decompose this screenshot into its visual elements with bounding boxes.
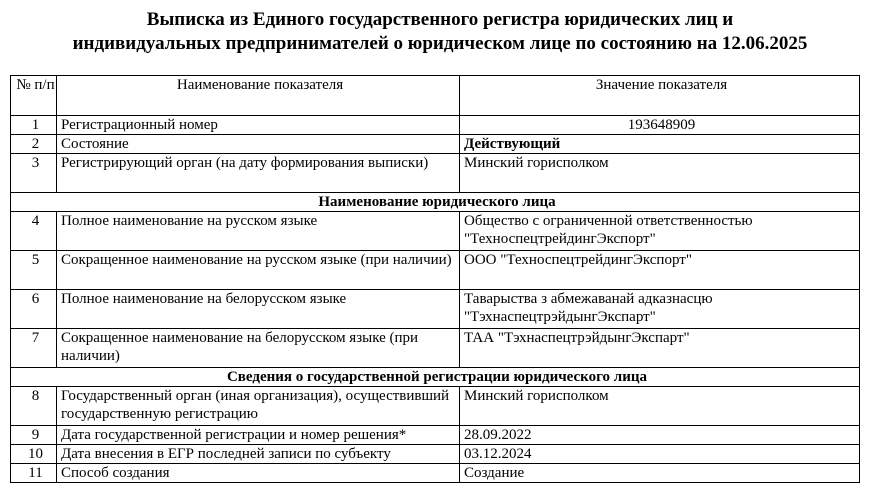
row-value: Создание xyxy=(460,464,860,483)
row-value: ТАА "ТэхнаспецтрэйдынгЭкспарт" xyxy=(460,329,860,368)
row-value: ООО "ТехноспецтрейдингЭкспорт" xyxy=(460,251,860,290)
table-row xyxy=(11,290,860,329)
header-value: Значение показателя xyxy=(460,76,860,116)
table-header-row xyxy=(11,76,860,116)
table-row xyxy=(11,116,860,135)
table-row xyxy=(11,135,860,154)
row-name: Дата внесения в ЕГР последней записи по субъекту xyxy=(57,445,460,464)
row-name: Регистрирующий орган (на дату формирования выписки) xyxy=(57,154,460,193)
table-row xyxy=(11,212,860,251)
document-title xyxy=(0,8,880,56)
header-name: Наименование показателя xyxy=(57,76,460,116)
table-row xyxy=(11,445,860,464)
egr-table xyxy=(10,75,860,483)
row-num: 7 xyxy=(11,329,57,368)
row-value: Общество с ограниченной ответственностью "ТехноспецтрейдингЭкспорт" xyxy=(460,212,860,251)
row-num: 5 xyxy=(11,251,57,290)
document-title-line-1: Выписка из Единого государственного регистра юридических лиц и xyxy=(146,9,734,30)
row-value: 28.09.2022 xyxy=(460,426,860,445)
row-value: Действующий xyxy=(460,135,860,154)
section-title: Наименование юридического лица xyxy=(11,193,860,212)
table-row xyxy=(11,251,860,290)
row-num: 1 xyxy=(11,116,57,135)
table-row xyxy=(11,154,860,193)
row-num: 2 xyxy=(11,135,57,154)
row-num: 3 xyxy=(11,154,57,193)
table-row xyxy=(11,329,860,368)
row-num: 11 xyxy=(11,464,57,483)
row-value: Минский горисполком xyxy=(460,154,860,193)
row-name: Дата государственной регистрации и номер решения* xyxy=(57,426,460,445)
row-name: Государственный орган (иная организация), осуществивший государственную регистрацию xyxy=(57,387,460,426)
row-value: 03.12.2024 xyxy=(460,445,860,464)
row-value: Минский горисполком xyxy=(460,387,860,426)
section-title: Сведения о государственной регистрации юридического лица xyxy=(11,368,860,387)
row-name: Сокращенное наименование на белорусском языке (при наличии) xyxy=(57,329,460,368)
table-row xyxy=(11,426,860,445)
row-name: Полное наименование на русском языке xyxy=(57,212,460,251)
section-row xyxy=(11,368,860,387)
row-value: 193648909 xyxy=(460,116,860,135)
row-num: 6 xyxy=(11,290,57,329)
row-num: 9 xyxy=(11,426,57,445)
row-name: Регистрационный номер xyxy=(57,116,460,135)
row-name: Способ создания xyxy=(57,464,460,483)
row-name: Сокращенное наименование на русском языке (при наличии) xyxy=(57,251,460,290)
row-value: Таварыства з абмежаванай адказнасцю "ТэхнаспецтрэйдынгЭкспарт" xyxy=(460,290,860,329)
row-name: Состояние xyxy=(57,135,460,154)
table-row xyxy=(11,387,860,426)
section-row xyxy=(11,193,860,212)
row-num: 4 xyxy=(11,212,57,251)
row-name: Полное наименование на белорусском языке xyxy=(57,290,460,329)
table-row xyxy=(11,464,860,483)
row-num: 10 xyxy=(11,445,57,464)
row-num: 8 xyxy=(11,387,57,426)
header-num: № п/п xyxy=(11,76,57,116)
document-title-line-2: индивидуальных предпринимателей о юридическом лице по состоянию на 12.06.2025 xyxy=(72,33,808,54)
